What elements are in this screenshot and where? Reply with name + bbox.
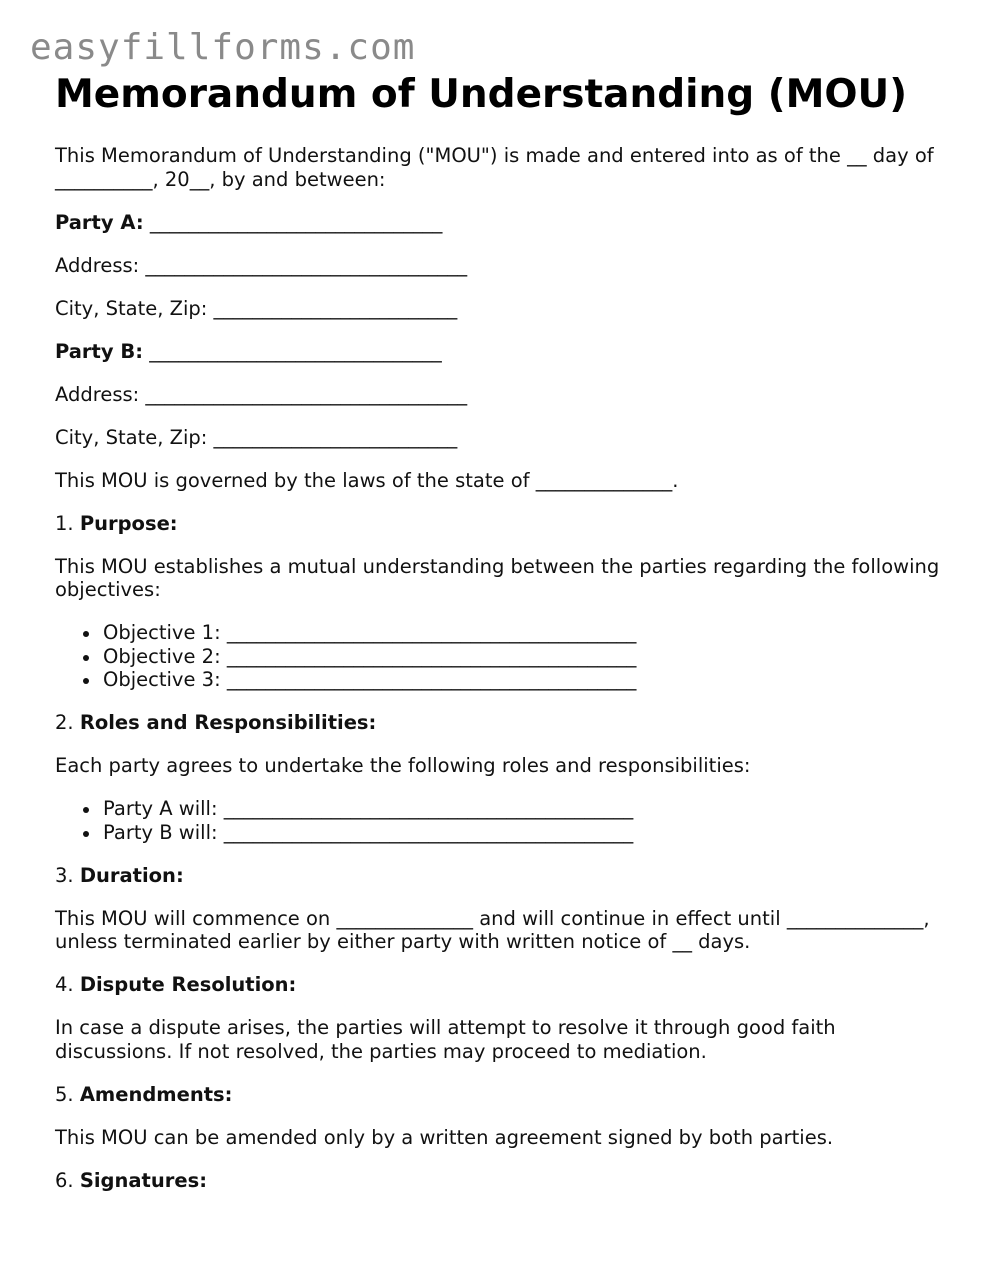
document-page [55, 72, 955, 1192]
list-item: Objective 3: __________________________________________ [103, 668, 955, 692]
section-heading-dispute [55, 973, 955, 997]
party-b-label: Party B: [55, 339, 144, 363]
governing-law: This MOU is governed by the laws of the state of ______________. [55, 468, 679, 492]
section-heading-signatures [55, 1169, 955, 1193]
party-a-line [55, 211, 955, 235]
party-a-city: City, State, Zip: _________________________ [55, 296, 458, 320]
list-item: Objective 1: __________________________________________ [103, 621, 955, 645]
party-b-address: Address: _________________________________ [55, 382, 468, 406]
party-a-name-blank: ______________________________ [149, 210, 443, 234]
section-number: 4. [55, 973, 80, 996]
amendments-text: This MOU can be amended only by a written agreement signed by both parties. [55, 1125, 834, 1149]
list-item: Party A will: __________________________________________ [103, 797, 955, 821]
section-number: 6. [55, 1168, 80, 1192]
party-b-line [55, 340, 955, 364]
roles-list [55, 797, 955, 844]
list-item: Objective 2: __________________________________________ [103, 645, 955, 669]
party-b-name-blank: ______________________________ [149, 339, 442, 363]
section-number: 2. [55, 711, 80, 734]
roles-text: Each party agrees to undertake the following roles and responsibilities: [55, 754, 751, 777]
section-heading-roles [55, 711, 955, 735]
section-title: Signatures: [79, 1168, 207, 1192]
party-b-city: City, State, Zip: _________________________ [55, 425, 458, 449]
section-heading-purpose [55, 512, 955, 536]
section-number: 5. [55, 1082, 80, 1106]
section-title: Dispute Resolution: [79, 973, 297, 996]
page-title: Memorandum of Understanding (MOU) [55, 72, 908, 117]
dispute-text: In case a dispute arises, the parties will attempt to resolve it through good faith discussions. If not resolved, the parties may proceed to mediation. [55, 1016, 836, 1063]
list-item: Party B will: __________________________________________ [103, 821, 955, 845]
purpose-text: This MOU establishes a mutual understanding between the parties regarding the following objectives: [55, 554, 940, 601]
watermark: easyfillforms.com [30, 27, 416, 68]
section-title: Purpose: [79, 511, 178, 535]
section-number: 1. [55, 511, 80, 535]
section-number: 3. [55, 863, 80, 887]
section-title: Roles and Responsibilities: [79, 711, 377, 734]
objectives-list [55, 621, 955, 692]
section-title: Duration: [79, 863, 184, 887]
section-heading-amendments [55, 1083, 955, 1107]
party-a-address: Address: _________________________________ [55, 253, 468, 277]
duration-text: This MOU will commence on ______________ and will continue in effect until ______________, unless terminated earlier by either party with written notice of __ days. [55, 906, 930, 953]
party-a-label: Party A: [55, 210, 144, 234]
intro-paragraph: This Memorandum of Understanding ("MOU") is made and entered into as of the __ day of __________, 20__, by and between: [55, 144, 934, 191]
section-heading-duration [55, 864, 955, 888]
section-title: Amendments: [79, 1082, 233, 1106]
